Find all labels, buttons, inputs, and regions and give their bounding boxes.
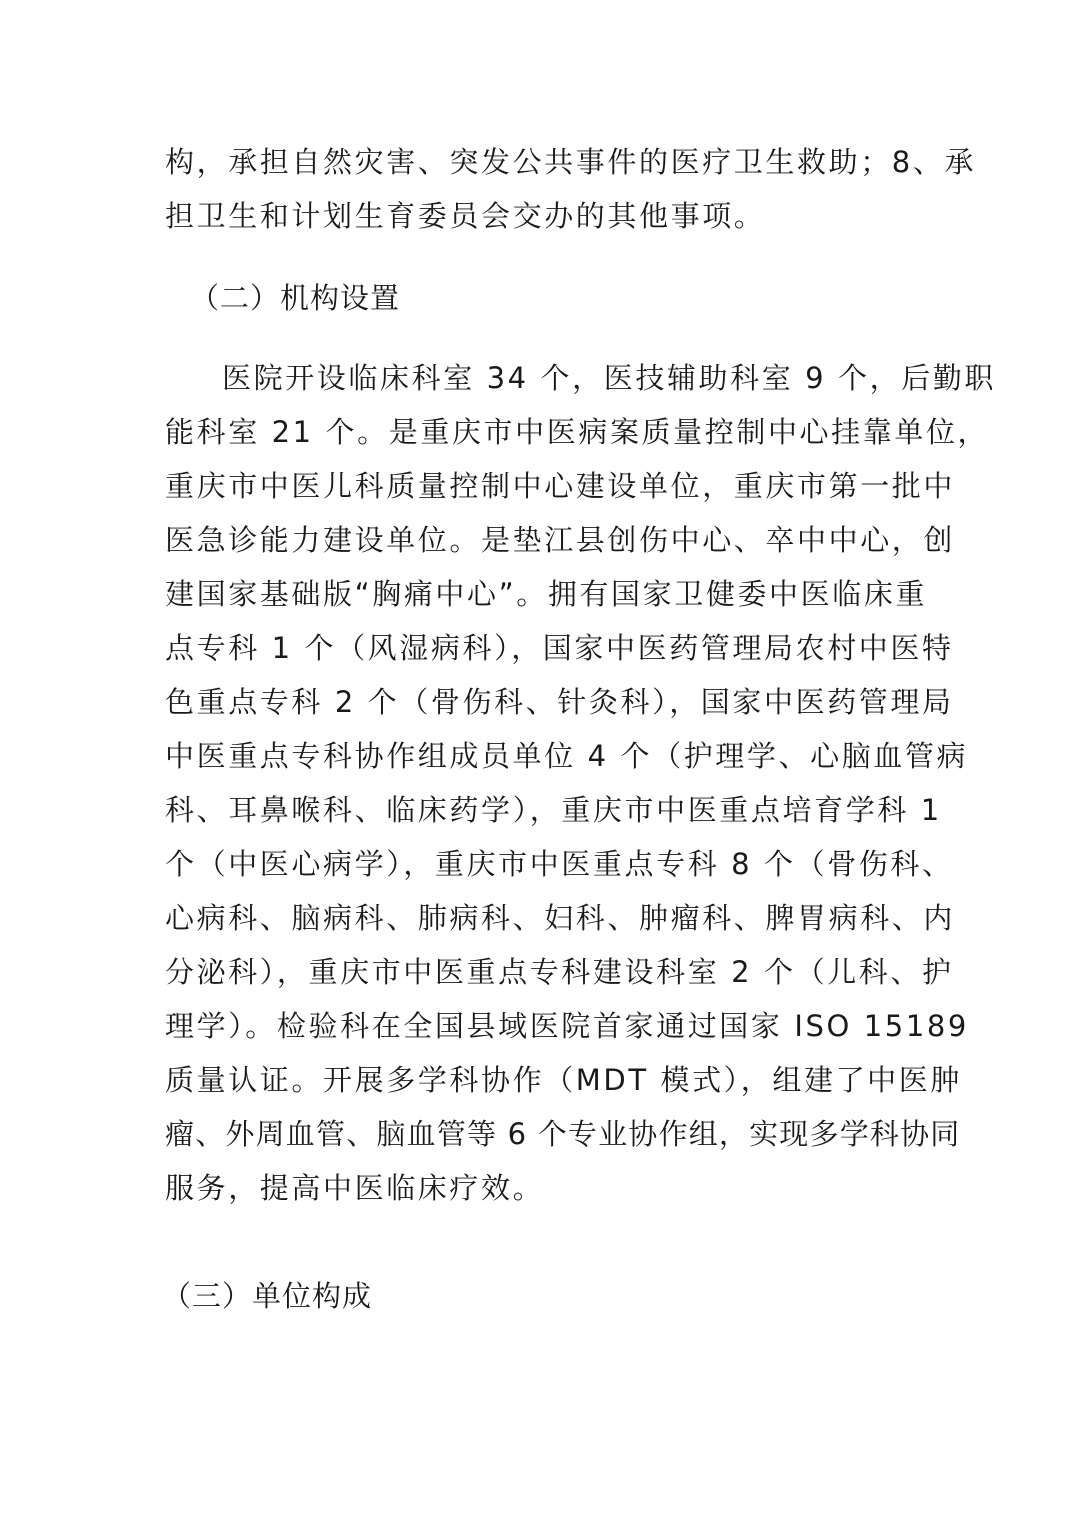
section-heading-organization: （二）机构设置: [190, 281, 401, 315]
intro-line-2: 担卫生和计划生育委员会交办的其他事项。: [165, 199, 766, 233]
paragraph-line-5: 建国家基础版“胸痛中心”。拥有国家卫健委中医临床重: [165, 577, 928, 611]
paragraph-line-1: 医院开设临床科室 34 个，医技辅助科室 9 个，后勤职: [222, 361, 997, 395]
section-heading-composition: （三）单位构成: [162, 1279, 373, 1313]
paragraph-line-4: 医急诊能力建设单位。是垫江县创伤中心、卒中中心，创: [165, 523, 956, 557]
paragraph-line-12: 分泌科），重庆市中医重点专科建设科室 2 个（儿科、护: [165, 955, 954, 989]
paragraph-line-11: 心病科、脑病科、肺病科、妇科、肿瘤科、脾胃病科、内: [165, 901, 956, 935]
paragraph-line-8: 中医重点专科协作组成员单位 4 个（护理学、心脑血管病: [165, 739, 969, 773]
paragraph-line-15: 瘤、外周血管、脑血管等 6 个专业协作组，实现多学科协同: [165, 1117, 961, 1151]
paragraph-line-2: 能科室 21 个。是重庆市中医病案质量控制中心挂靠单位，: [165, 415, 990, 449]
paragraph-line-13: 理学）。检验科在全国县域医院首家通过国家 ISO 15189: [165, 1009, 969, 1043]
paragraph-line-9: 科、耳鼻喉科、临床药学），重庆市中医重点培育学科 1: [165, 793, 942, 827]
intro-line-1: 构，承担自然灾害、突发公共事件的医疗卫生救助；8、承: [165, 145, 977, 179]
paragraph-line-16: 服务，提高中医临床疗效。: [165, 1171, 545, 1205]
paragraph-line-7: 色重点专科 2 个（骨伤科、针灸科），国家中医药管理局: [165, 685, 954, 719]
paragraph-line-6: 点专科 1 个（风湿病科），国家中医药管理局农村中医特: [165, 631, 954, 665]
paragraph-line-14: 质量认证。开展多学科协作（MDT 模式），组建了中医肿: [165, 1063, 962, 1097]
paragraph-line-10: 个（中医心病学），重庆市中医重点专科 8 个（骨伤科、: [165, 847, 954, 881]
paragraph-line-3: 重庆市中医儿科质量控制中心建设单位，重庆市第一批中: [165, 469, 956, 503]
